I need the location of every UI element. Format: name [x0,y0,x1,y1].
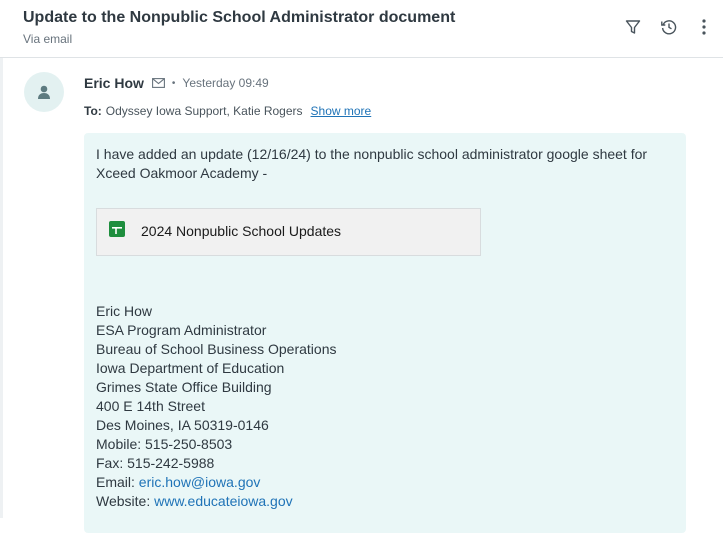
sender-row [84,74,269,92]
history-icon[interactable] [659,17,679,37]
user-icon [36,84,52,100]
signature-name: Eric How [96,303,153,319]
website-label: Website: [96,493,155,509]
avatar[interactable] [24,72,64,112]
separator-dot: • [171,77,176,89]
signature-mobile: Mobile: 515-250-8503 [96,436,233,452]
attachment-title[interactable]: 2024 Nonpublic School Updates [141,223,342,239]
signature-department: Iowa Department of Education [96,360,285,376]
envelope-icon [152,78,165,88]
show-more-link[interactable]: Show more [310,104,372,118]
email-link[interactable]: eric.how@iowa.gov [138,474,261,490]
signature-role: ESA Program Administrator [96,322,267,338]
signature-bureau: Bureau of School Business Operations [96,341,337,357]
sender-name[interactable]: Eric How [84,75,144,91]
recipients-row [84,103,371,119]
message-intro: I have added an update (12/16/24) to the nonpublic school administrator google sheet for Xceed Oakmoor Academy - [96,146,648,181]
signature-city: Des Moines, IA 50319-0146 [96,417,269,433]
message-timestamp: Yesterday 09:49 [182,76,269,90]
email-label: Email: [96,474,139,490]
signature-street: 400 E 14th Street [96,398,205,414]
signature-email-line [96,473,336,492]
signature-fax: Fax: 515-242-5988 [96,455,215,471]
signature-website-line [96,492,336,511]
recipients-list: Odyssey Iowa Support, Katie Rogers [105,104,303,118]
ticket-header [0,0,723,58]
more-options-icon[interactable] [694,17,714,37]
scroll-edge [0,58,3,518]
channel-label: Via email [23,32,73,46]
google-sheets-icon [109,221,125,237]
signature-building: Grimes State Office Building [96,379,272,395]
filter-icon[interactable] [623,17,643,37]
page-title: Update to the Nonpublic School Administrator document [23,9,456,26]
website-link[interactable]: www.educateiowa.gov [154,493,293,509]
google-sheet-link-card[interactable] [96,208,481,256]
email-signature [96,302,336,511]
to-label: To: [84,104,102,118]
